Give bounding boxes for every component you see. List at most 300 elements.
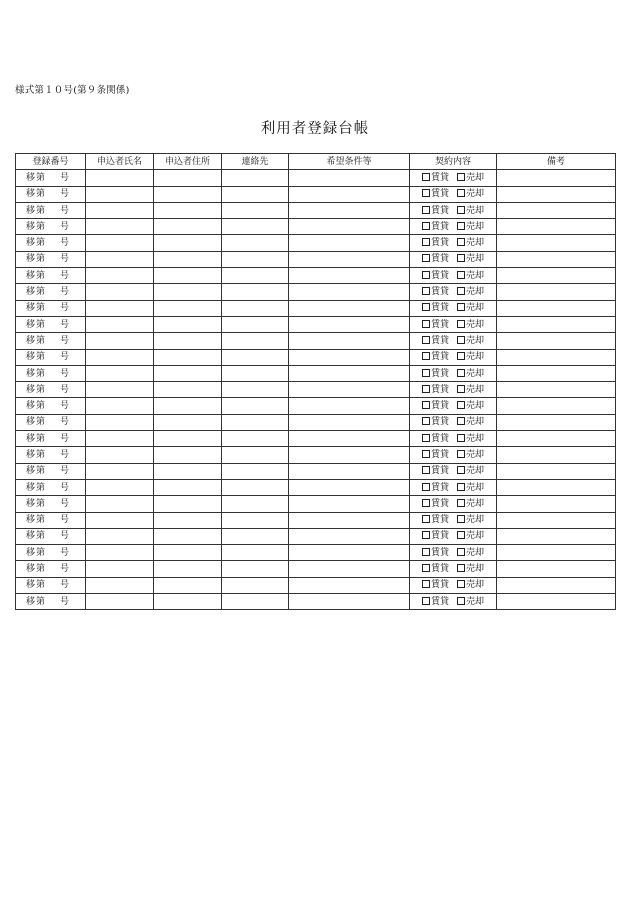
registration-prefix: 移第 xyxy=(26,498,47,509)
remarks-cell xyxy=(497,300,616,316)
registration-prefix: 移第 xyxy=(26,596,47,607)
option-label-sale: 売却 xyxy=(466,254,485,265)
contract-details-cell xyxy=(410,398,497,414)
checkbox-icon xyxy=(457,483,465,491)
registration-suffix: 号 xyxy=(60,482,70,493)
contract-option-sale[interactable] xyxy=(457,464,484,478)
contract-option-sale[interactable] xyxy=(457,204,484,218)
table-row xyxy=(16,268,616,284)
applicant-name-cell xyxy=(86,300,154,316)
contact-cell xyxy=(222,496,289,512)
contract-details-cell xyxy=(410,431,497,447)
col-header-desired-conditions: 希望条件等 xyxy=(289,154,410,170)
registration-prefix: 移第 xyxy=(26,238,47,249)
contract-option-rent[interactable] xyxy=(422,513,449,527)
remarks-cell xyxy=(497,561,616,577)
checkbox-icon xyxy=(422,564,430,572)
option-label-rent: 賃貸 xyxy=(430,172,449,183)
remarks-cell xyxy=(497,202,616,218)
registration-prefix: 移第 xyxy=(26,580,47,591)
desired-conditions-cell xyxy=(289,447,410,463)
registration-suffix: 号 xyxy=(60,384,70,395)
checkbox-icon xyxy=(422,336,430,344)
applicant-address-cell xyxy=(154,219,222,235)
registration-suffix: 号 xyxy=(60,287,70,298)
option-label-sale: 売却 xyxy=(466,238,485,249)
contract-option-sale[interactable] xyxy=(457,448,484,462)
contract-option-rent[interactable] xyxy=(422,350,449,364)
contract-option-rent[interactable] xyxy=(422,546,449,560)
desired-conditions-cell xyxy=(289,251,410,267)
checkbox-icon xyxy=(457,271,465,279)
table-row xyxy=(16,512,616,528)
contract-option-rent[interactable] xyxy=(422,464,449,478)
remarks-cell xyxy=(497,365,616,381)
registration-prefix: 移第 xyxy=(26,352,47,363)
option-label-rent: 賃貸 xyxy=(430,466,449,477)
applicant-address-cell xyxy=(154,431,222,447)
registration-number-cell xyxy=(16,431,86,447)
checkbox-icon xyxy=(422,254,430,262)
contract-option-rent[interactable] xyxy=(422,318,449,332)
checkbox-icon xyxy=(422,173,430,181)
contract-option-rent[interactable] xyxy=(422,367,449,381)
desired-conditions-cell xyxy=(289,561,410,577)
checkbox-icon xyxy=(422,531,430,539)
document-title: 利用者登録台帳 xyxy=(260,121,370,137)
contact-cell xyxy=(222,577,289,593)
contract-option-rent[interactable] xyxy=(422,171,449,185)
contract-option-sale[interactable] xyxy=(457,595,484,609)
registration-number-cell xyxy=(16,235,86,251)
contact-cell xyxy=(222,284,289,300)
contract-details-cell xyxy=(410,300,497,316)
registration-suffix: 号 xyxy=(60,564,70,575)
table-row xyxy=(16,561,616,577)
table-row xyxy=(16,496,616,512)
checkbox-icon xyxy=(422,597,430,605)
option-label-rent: 賃貸 xyxy=(430,205,449,216)
option-label-rent: 賃貸 xyxy=(430,270,449,281)
option-label-sale: 売却 xyxy=(466,335,485,346)
table-row xyxy=(16,431,616,447)
contact-cell xyxy=(222,431,289,447)
applicant-address-cell xyxy=(154,528,222,544)
contract-details-cell xyxy=(410,235,497,251)
contract-option-sale[interactable] xyxy=(457,187,484,201)
desired-conditions-cell xyxy=(289,300,410,316)
checkbox-icon xyxy=(457,206,465,214)
applicant-name-cell xyxy=(86,561,154,577)
table-row xyxy=(16,528,616,544)
col-header-contact: 連絡先 xyxy=(222,154,289,170)
contract-option-rent[interactable] xyxy=(422,448,449,462)
applicant-address-cell xyxy=(154,512,222,528)
checkbox-icon xyxy=(457,597,465,605)
registration-number-cell xyxy=(16,463,86,479)
col-header-remarks: 備考 xyxy=(497,154,616,170)
applicant-name-cell xyxy=(86,479,154,495)
remarks-cell xyxy=(497,333,616,349)
registration-suffix: 号 xyxy=(60,466,70,477)
contact-cell xyxy=(222,545,289,561)
applicant-address-cell xyxy=(154,398,222,414)
applicant-name-cell xyxy=(86,186,154,202)
checkbox-icon xyxy=(422,580,430,588)
option-label-rent: 賃貸 xyxy=(430,547,449,558)
registration-suffix: 号 xyxy=(60,498,70,509)
contract-option-rent[interactable] xyxy=(422,383,449,397)
checkbox-icon xyxy=(422,238,430,246)
contract-option-sale[interactable] xyxy=(457,578,484,592)
contract-option-rent[interactable] xyxy=(422,334,449,348)
remarks-cell xyxy=(497,268,616,284)
option-label-rent: 賃貸 xyxy=(430,433,449,444)
desired-conditions-cell xyxy=(289,545,410,561)
applicant-address-cell xyxy=(154,561,222,577)
registration-prefix: 移第 xyxy=(26,303,47,314)
contact-cell xyxy=(222,251,289,267)
registration-suffix: 号 xyxy=(60,254,70,265)
applicant-address-cell xyxy=(154,365,222,381)
form-number-label: 様式第１０号(第９条関係) xyxy=(15,85,130,96)
registration-prefix: 移第 xyxy=(26,515,47,526)
contract-option-rent[interactable] xyxy=(422,204,449,218)
contact-cell xyxy=(222,398,289,414)
registration-suffix: 号 xyxy=(60,401,70,412)
option-label-rent: 賃貸 xyxy=(430,303,449,314)
table-row xyxy=(16,349,616,365)
option-label-rent: 賃貸 xyxy=(430,335,449,346)
contact-cell xyxy=(222,512,289,528)
remarks-cell xyxy=(497,512,616,528)
applicant-address-cell xyxy=(154,235,222,251)
table-row xyxy=(16,251,616,267)
applicant-address-cell xyxy=(154,268,222,284)
option-label-sale: 売却 xyxy=(466,205,485,216)
contract-option-sale[interactable] xyxy=(457,562,484,576)
registration-prefix: 移第 xyxy=(26,335,47,346)
registration-suffix: 号 xyxy=(60,303,70,314)
applicant-name-cell xyxy=(86,431,154,447)
registration-prefix: 移第 xyxy=(26,449,47,460)
registration-number-cell xyxy=(16,496,86,512)
contract-option-rent[interactable] xyxy=(422,562,449,576)
registration-number-cell xyxy=(16,186,86,202)
checkbox-icon xyxy=(457,434,465,442)
registration-number-cell xyxy=(16,251,86,267)
registration-suffix: 号 xyxy=(60,515,70,526)
table-row xyxy=(16,284,616,300)
registration-number-cell xyxy=(16,219,86,235)
contract-option-rent[interactable] xyxy=(422,529,449,543)
table-row xyxy=(16,594,616,610)
remarks-cell xyxy=(497,545,616,561)
contract-option-sale[interactable] xyxy=(457,513,484,527)
contract-option-sale[interactable] xyxy=(457,432,484,446)
checkbox-icon xyxy=(422,515,430,523)
applicant-address-cell xyxy=(154,284,222,300)
registration-suffix: 号 xyxy=(60,433,70,444)
checkbox-icon xyxy=(457,531,465,539)
contract-option-rent[interactable] xyxy=(422,269,449,283)
remarks-cell xyxy=(497,496,616,512)
applicant-name-cell xyxy=(86,398,154,414)
desired-conditions-cell xyxy=(289,414,410,430)
contract-option-sale[interactable] xyxy=(457,301,484,315)
registration-suffix: 号 xyxy=(60,596,70,607)
registration-number-cell xyxy=(16,561,86,577)
contract-option-rent[interactable] xyxy=(422,187,449,201)
option-label-rent: 賃貸 xyxy=(430,238,449,249)
option-label-rent: 賃貸 xyxy=(430,287,449,298)
contract-option-sale[interactable] xyxy=(457,285,484,299)
checkbox-icon xyxy=(422,483,430,491)
registration-suffix: 号 xyxy=(60,547,70,558)
applicant-address-cell xyxy=(154,333,222,349)
desired-conditions-cell xyxy=(289,268,410,284)
desired-conditions-cell xyxy=(289,235,410,251)
applicant-name-cell xyxy=(86,170,154,186)
contract-option-rent[interactable] xyxy=(422,285,449,299)
applicant-address-cell xyxy=(154,545,222,561)
option-label-sale: 売却 xyxy=(466,352,485,363)
contact-cell xyxy=(222,333,289,349)
contract-option-sale[interactable] xyxy=(457,334,484,348)
option-label-sale: 売却 xyxy=(466,580,485,591)
applicant-address-cell xyxy=(154,300,222,316)
contact-cell xyxy=(222,414,289,430)
checkbox-icon xyxy=(457,580,465,588)
desired-conditions-cell xyxy=(289,512,410,528)
table-row xyxy=(16,463,616,479)
remarks-cell xyxy=(497,577,616,593)
desired-conditions-cell xyxy=(289,365,410,381)
table-row xyxy=(16,447,616,463)
contract-option-sale[interactable] xyxy=(457,236,484,250)
contract-option-rent[interactable] xyxy=(422,497,449,511)
checkbox-icon xyxy=(422,287,430,295)
applicant-address-cell xyxy=(154,316,222,332)
checkbox-icon xyxy=(422,434,430,442)
checkbox-icon xyxy=(422,369,430,377)
desired-conditions-cell xyxy=(289,316,410,332)
registration-prefix: 移第 xyxy=(26,401,47,412)
checkbox-icon xyxy=(422,206,430,214)
option-label-rent: 賃貸 xyxy=(430,221,449,232)
contact-cell xyxy=(222,235,289,251)
contract-details-cell xyxy=(410,268,497,284)
applicant-address-cell xyxy=(154,496,222,512)
remarks-cell xyxy=(497,479,616,495)
registration-prefix: 移第 xyxy=(26,221,47,232)
applicant-address-cell xyxy=(154,463,222,479)
contract-option-sale[interactable] xyxy=(457,497,484,511)
col-header-applicant-address: 申込者住所 xyxy=(154,154,222,170)
contract-option-sale[interactable] xyxy=(457,252,484,266)
registration-prefix: 移第 xyxy=(26,205,47,216)
registration-prefix: 移第 xyxy=(26,384,47,395)
remarks-cell xyxy=(497,463,616,479)
applicant-name-cell xyxy=(86,447,154,463)
registration-number-cell xyxy=(16,594,86,610)
checkbox-icon xyxy=(422,499,430,507)
contract-option-sale[interactable] xyxy=(457,318,484,332)
contract-option-sale[interactable] xyxy=(457,415,484,429)
contract-details-cell xyxy=(410,284,497,300)
registration-number-cell xyxy=(16,333,86,349)
option-label-rent: 賃貸 xyxy=(430,515,449,526)
contract-details-cell xyxy=(410,170,497,186)
contract-details-cell xyxy=(410,349,497,365)
applicant-name-cell xyxy=(86,284,154,300)
checkbox-icon xyxy=(457,385,465,393)
table-row xyxy=(16,202,616,218)
registration-number-cell xyxy=(16,170,86,186)
col-header-registration-number: 登録番号 xyxy=(16,154,86,170)
checkbox-icon xyxy=(457,189,465,197)
registration-number-cell xyxy=(16,447,86,463)
desired-conditions-cell xyxy=(289,284,410,300)
applicant-name-cell xyxy=(86,202,154,218)
contact-cell xyxy=(222,594,289,610)
contract-option-sale[interactable] xyxy=(457,546,484,560)
contract-details-cell xyxy=(410,545,497,561)
remarks-cell xyxy=(497,284,616,300)
contract-option-rent[interactable] xyxy=(422,595,449,609)
registration-suffix: 号 xyxy=(60,417,70,428)
applicant-name-cell xyxy=(86,349,154,365)
contract-option-rent[interactable] xyxy=(422,399,449,413)
checkbox-icon xyxy=(457,369,465,377)
option-label-rent: 賃貸 xyxy=(430,482,449,493)
option-label-sale: 売却 xyxy=(466,172,485,183)
registration-prefix: 移第 xyxy=(26,319,47,330)
contract-option-rent[interactable] xyxy=(422,220,449,234)
registration-number-cell xyxy=(16,414,86,430)
table-header-row xyxy=(16,154,616,170)
contract-details-cell xyxy=(410,463,497,479)
registration-number-cell xyxy=(16,300,86,316)
registration-suffix: 号 xyxy=(60,238,70,249)
applicant-address-cell xyxy=(154,447,222,463)
applicant-name-cell xyxy=(86,496,154,512)
option-label-sale: 売却 xyxy=(466,384,485,395)
applicant-name-cell xyxy=(86,316,154,332)
desired-conditions-cell xyxy=(289,463,410,479)
desired-conditions-cell xyxy=(289,382,410,398)
contract-option-rent[interactable] xyxy=(422,432,449,446)
desired-conditions-cell xyxy=(289,431,410,447)
contract-option-sale[interactable] xyxy=(457,481,484,495)
table-row xyxy=(16,300,616,316)
registration-number-cell xyxy=(16,349,86,365)
option-label-sale: 売却 xyxy=(466,303,485,314)
contract-option-sale[interactable] xyxy=(457,220,484,234)
contract-option-sale[interactable] xyxy=(457,529,484,543)
registration-prefix: 移第 xyxy=(26,368,47,379)
contract-option-sale[interactable] xyxy=(457,399,484,413)
option-label-rent: 賃貸 xyxy=(430,254,449,265)
col-header-contract-details: 契約内容 xyxy=(410,154,497,170)
contact-cell xyxy=(222,365,289,381)
applicant-address-cell xyxy=(154,594,222,610)
option-label-sale: 売却 xyxy=(466,189,485,200)
checkbox-icon xyxy=(422,401,430,409)
checkbox-icon xyxy=(457,417,465,425)
remarks-cell xyxy=(497,235,616,251)
desired-conditions-cell xyxy=(289,594,410,610)
checkbox-icon xyxy=(422,548,430,556)
registration-number-cell xyxy=(16,398,86,414)
option-label-sale: 売却 xyxy=(466,531,485,542)
remarks-cell xyxy=(497,251,616,267)
applicant-address-cell xyxy=(154,186,222,202)
contract-option-rent[interactable] xyxy=(422,301,449,315)
desired-conditions-cell xyxy=(289,496,410,512)
registration-suffix: 号 xyxy=(60,319,70,330)
contact-cell xyxy=(222,219,289,235)
option-label-rent: 賃貸 xyxy=(430,580,449,591)
applicant-address-cell xyxy=(154,202,222,218)
contract-option-rent[interactable] xyxy=(422,481,449,495)
remarks-cell xyxy=(497,431,616,447)
contact-cell xyxy=(222,186,289,202)
contract-option-sale[interactable] xyxy=(457,269,484,283)
applicant-name-cell xyxy=(86,594,154,610)
registration-prefix: 移第 xyxy=(26,433,47,444)
registration-prefix: 移第 xyxy=(26,189,47,200)
contact-cell xyxy=(222,202,289,218)
contract-details-cell xyxy=(410,186,497,202)
option-label-sale: 売却 xyxy=(466,466,485,477)
option-label-sale: 売却 xyxy=(466,449,485,460)
desired-conditions-cell xyxy=(289,186,410,202)
registration-suffix: 号 xyxy=(60,368,70,379)
checkbox-icon xyxy=(422,417,430,425)
registration-prefix: 移第 xyxy=(26,172,47,183)
remarks-cell xyxy=(497,414,616,430)
contract-option-rent[interactable] xyxy=(422,236,449,250)
registration-prefix: 移第 xyxy=(26,254,47,265)
remarks-cell xyxy=(497,528,616,544)
table-row xyxy=(16,333,616,349)
contact-cell xyxy=(222,349,289,365)
applicant-address-cell xyxy=(154,349,222,365)
contract-option-sale[interactable] xyxy=(457,171,484,185)
option-label-rent: 賃貸 xyxy=(430,352,449,363)
applicant-name-cell xyxy=(86,235,154,251)
remarks-cell xyxy=(497,186,616,202)
option-label-rent: 賃貸 xyxy=(430,319,449,330)
registration-suffix: 号 xyxy=(60,205,70,216)
desired-conditions-cell xyxy=(289,577,410,593)
option-label-rent: 賃貸 xyxy=(430,498,449,509)
contract-option-sale[interactable] xyxy=(457,383,484,397)
applicant-name-cell xyxy=(86,414,154,430)
contract-option-rent[interactable] xyxy=(422,252,449,266)
remarks-cell xyxy=(497,594,616,610)
contract-option-sale[interactable] xyxy=(457,367,484,381)
contract-details-cell xyxy=(410,479,497,495)
contract-details-cell xyxy=(410,251,497,267)
contract-option-rent[interactable] xyxy=(422,415,449,429)
contract-option-rent[interactable] xyxy=(422,578,449,592)
option-label-sale: 売却 xyxy=(466,319,485,330)
contract-option-sale[interactable] xyxy=(457,350,484,364)
registration-suffix: 号 xyxy=(60,531,70,542)
checkbox-icon xyxy=(457,238,465,246)
